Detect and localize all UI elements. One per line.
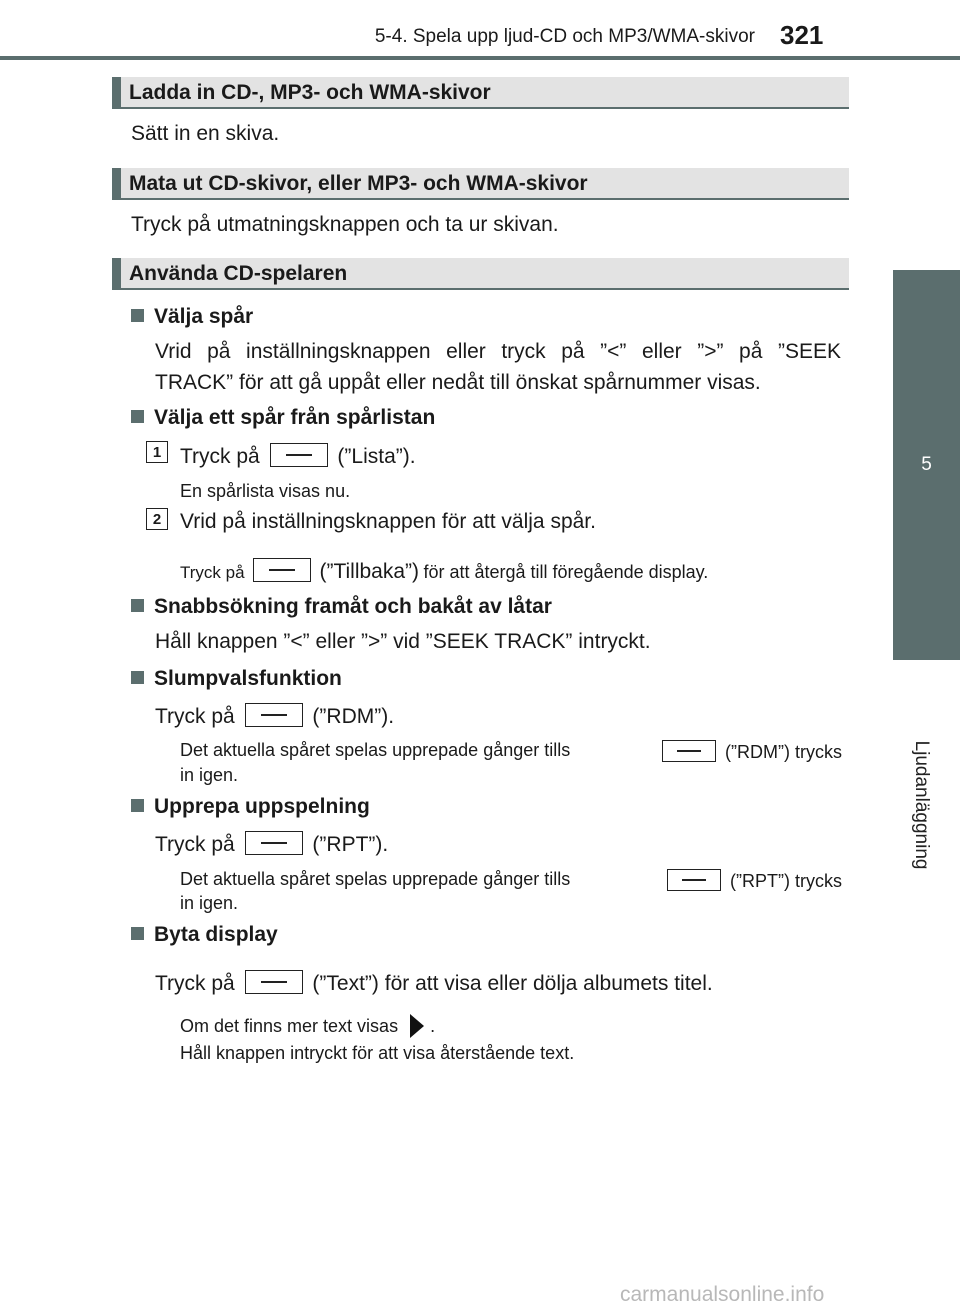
heading-use-cd-player: Använda CD-spelaren (112, 258, 849, 290)
subheading-random: Slumpvalsfunktion (131, 667, 342, 691)
step-number-2: 2 (146, 508, 168, 530)
display-note1: Om det finns mer text visas . (180, 1016, 436, 1036)
list-key-icon (270, 443, 328, 467)
square-bullet-icon (131, 309, 144, 322)
fast-search-text: Håll knappen ”<” eller ”>” vid ”SEEK TRACK” intryckt. (155, 630, 651, 653)
subheading-select-track: Välja spår (131, 305, 253, 329)
text-key-icon (245, 970, 303, 994)
heading-eject-discs: Mata ut CD-skivor, eller MP3- och WMA-skivor (112, 168, 849, 200)
step1-text: Tryck på (”Lista”). (180, 445, 416, 468)
eject-text: Tryck på utmatningsknappen och ta ur skivan. (131, 213, 559, 236)
step2-text: Vrid på inställningsknappen för att välja spår. (180, 510, 596, 533)
square-bullet-icon (131, 599, 144, 612)
select-track-line2: TRACK” för att gå uppåt eller nedåt till önskat spårnummer visas. (155, 371, 761, 394)
rpt-key-icon (245, 831, 303, 855)
random-note-line1: Det aktuella spåret spelas upprepade gånger tills (”RDM”) trycks (180, 740, 842, 762)
rdm-key-icon (662, 740, 716, 762)
square-bullet-icon (131, 410, 144, 423)
header-rule (0, 56, 960, 60)
random-note-line2: in igen. (180, 765, 239, 785)
square-bullet-icon (131, 671, 144, 684)
display-note2: Håll knappen intryckt för att visa återstående text. (180, 1043, 575, 1063)
rdm-key-icon (245, 703, 303, 727)
square-bullet-icon (131, 799, 144, 812)
rpt-key-icon (667, 869, 721, 891)
subheading-fast-search: Snabbsökning framåt och bakåt av låtar (131, 595, 552, 619)
repeat-text: Tryck på (”RPT”). (155, 833, 389, 856)
random-text: Tryck på (”RDM”). (155, 705, 395, 728)
square-bullet-icon (131, 927, 144, 940)
watermark: carmanualsonline.info (620, 1283, 825, 1306)
back-key-icon (253, 558, 311, 582)
chapter-label: Ljudanläggning (911, 740, 932, 870)
step1-note: En spårlista visas nu. (180, 481, 351, 501)
page-number: 321 (780, 20, 824, 50)
load-text: Sätt in en skiva. (131, 122, 280, 145)
subheading-repeat: Upprepa uppspelning (131, 795, 370, 819)
step-number-1: 1 (146, 441, 168, 463)
section-title: 5-4. Spela upp ljud-CD och MP3/WMA-skivor (374, 26, 755, 47)
display-text: Tryck på (”Text”) för att visa eller dölja albumets titel. (155, 972, 713, 995)
back-note: Tryck på (”Tillbaka”) för att återgå till föregående display. (180, 560, 709, 583)
subheading-display: Byta display (131, 923, 278, 947)
heading-load-discs: Ladda in CD-, MP3- och WMA-skivor (112, 77, 849, 109)
chapter-tab (893, 270, 960, 660)
repeat-note-line2: in igen. (180, 893, 239, 913)
select-track-line1: Vrid på inställningsknappen eller tryck på ”<” eller ”>” på ”SEEK (155, 340, 841, 363)
more-text-arrow-icon (410, 1014, 424, 1038)
repeat-note-line1: Det aktuella spåret spelas upprepade gånger tills (”RPT”) trycks (180, 869, 842, 891)
subheading-track-list: Välja ett spår från spårlistan (131, 406, 435, 430)
chapter-number: 5 (921, 454, 932, 475)
